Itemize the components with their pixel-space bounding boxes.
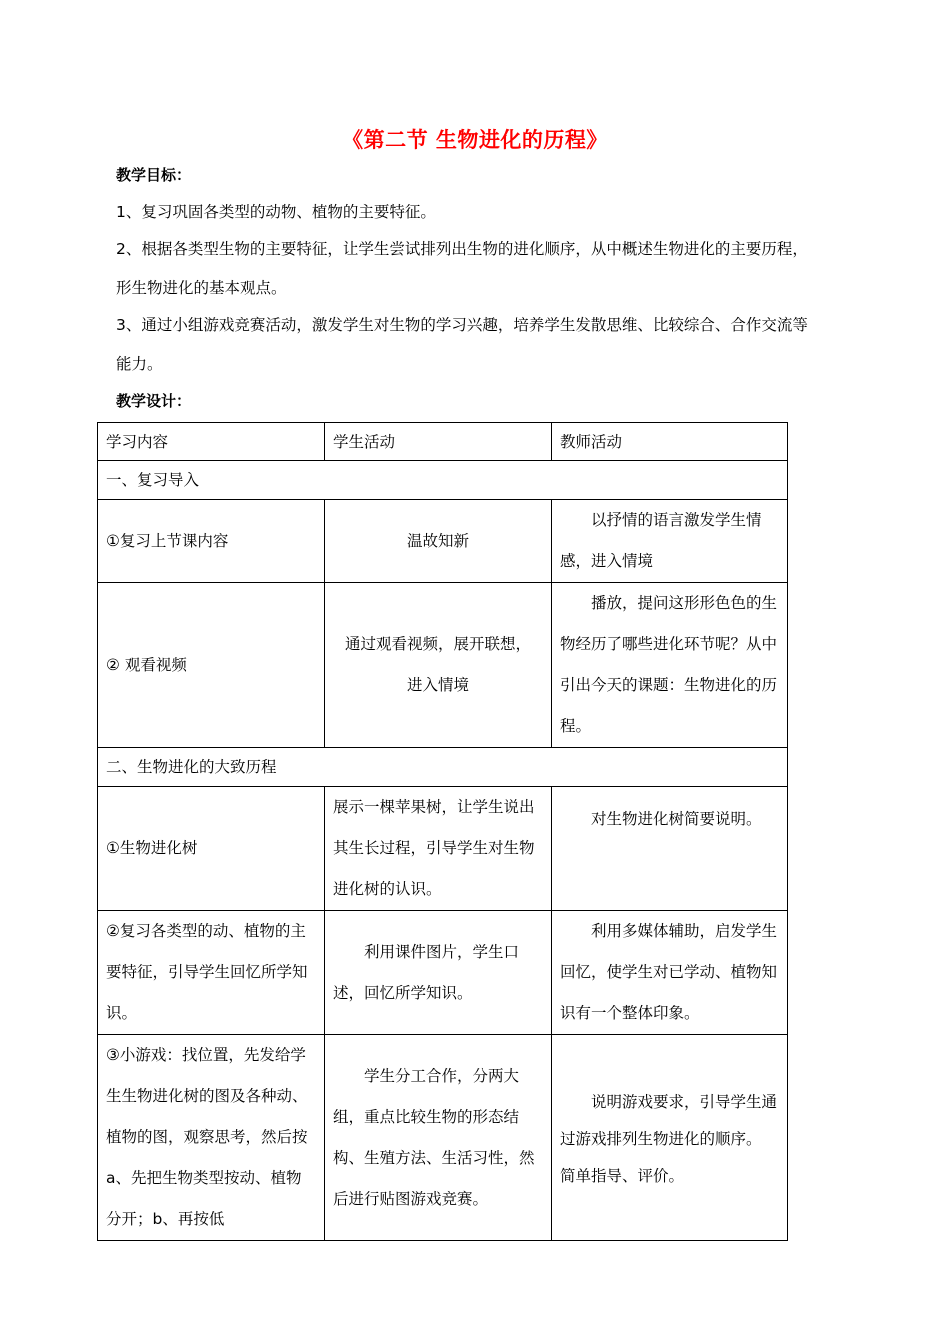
teacher-cell: 以抒情的语言激发学生情感，进入情境 <box>552 500 788 583</box>
table-row <box>98 1035 788 1241</box>
objective-line: 3、通过小组游戏竞赛活动，激发学生对生物的学习兴趣，培养学生发散思维、比较综合、合作交流等 <box>116 316 808 334</box>
objective-line: 能力。 <box>116 355 163 373</box>
section-row <box>98 748 788 787</box>
teacher-cell: 利用多媒体辅助，启发学生回忆，使学生对已学动、植物知识有一个整体印象。 <box>552 911 788 1035</box>
student-cell: 利用课件图片，学生口述，回忆所学知识。 <box>325 911 552 1035</box>
content-cell: ③小游戏：找位置，先发给学生生物进化树的图及各种动、植物的图，观察思考，然后按a、先把生物类型按动、植物分开；b、再按低 <box>98 1035 325 1241</box>
section-title: 二、生物进化的大致历程 <box>98 748 788 787</box>
header-student: 学生活动 <box>325 423 552 461</box>
header-teacher: 教师活动 <box>552 423 788 461</box>
table-row <box>98 583 788 748</box>
design-heading: 教学设计： <box>116 392 192 410</box>
section-row <box>98 461 788 500</box>
teacher-cell <box>552 1035 788 1241</box>
page-title: 《第二节 生物进化的历程》 <box>342 128 608 152</box>
student-cell: 学生分工合作，分两大组，重点比较生物的形态结构、生殖方法、生活习性，然后进行贴图游戏竞赛。 <box>325 1035 552 1241</box>
content-cell: ② 观看视频 <box>98 583 325 748</box>
student-cell: 通过观看视频，展开联想，进入情境 <box>325 583 552 748</box>
content-cell: ②复习各类型的动、植物的主要特征，引导学生回忆所学知识。 <box>98 911 325 1035</box>
table-header-row <box>98 423 788 461</box>
table-row <box>98 500 788 583</box>
teacher-cell: 对生物进化树简要说明。 <box>552 787 788 911</box>
teacher-cell: 播放，提问这形形色色的生物经历了哪些进化环节呢？从中引出今天的课题：生物进化的历程。 <box>552 583 788 748</box>
student-cell: 温故知新 <box>325 500 552 583</box>
teacher-extra-text: 简单指导、评价。 <box>560 1167 685 1185</box>
objective-line: 形生物进化的基本观点。 <box>116 279 287 297</box>
header-content: 学习内容 <box>98 423 325 461</box>
content-cell: ①生物进化树 <box>98 787 325 911</box>
student-cell: 展示一棵苹果树，让学生说出其生长过程，引导学生对生物进化树的认识。 <box>325 787 552 911</box>
table-row <box>98 911 788 1035</box>
objective-line: 1、复习巩固各类型的动物、植物的主要特征。 <box>116 203 436 221</box>
table-row <box>98 787 788 911</box>
teacher-text: 说明游戏要求，引导学生通过游戏排列生物进化的顺序。 <box>560 1093 778 1148</box>
objectives-heading: 教学目标： <box>116 166 192 184</box>
content-cell: ①复习上节课内容 <box>98 500 325 583</box>
teaching-design-table <box>97 422 788 1241</box>
section-title: 一、复习导入 <box>98 461 788 500</box>
objective-line: 2、根据各类型生物的主要特征，让学生尝试排列出生物的进化顺序，从中概述生物进化的主要历程， <box>116 240 808 258</box>
